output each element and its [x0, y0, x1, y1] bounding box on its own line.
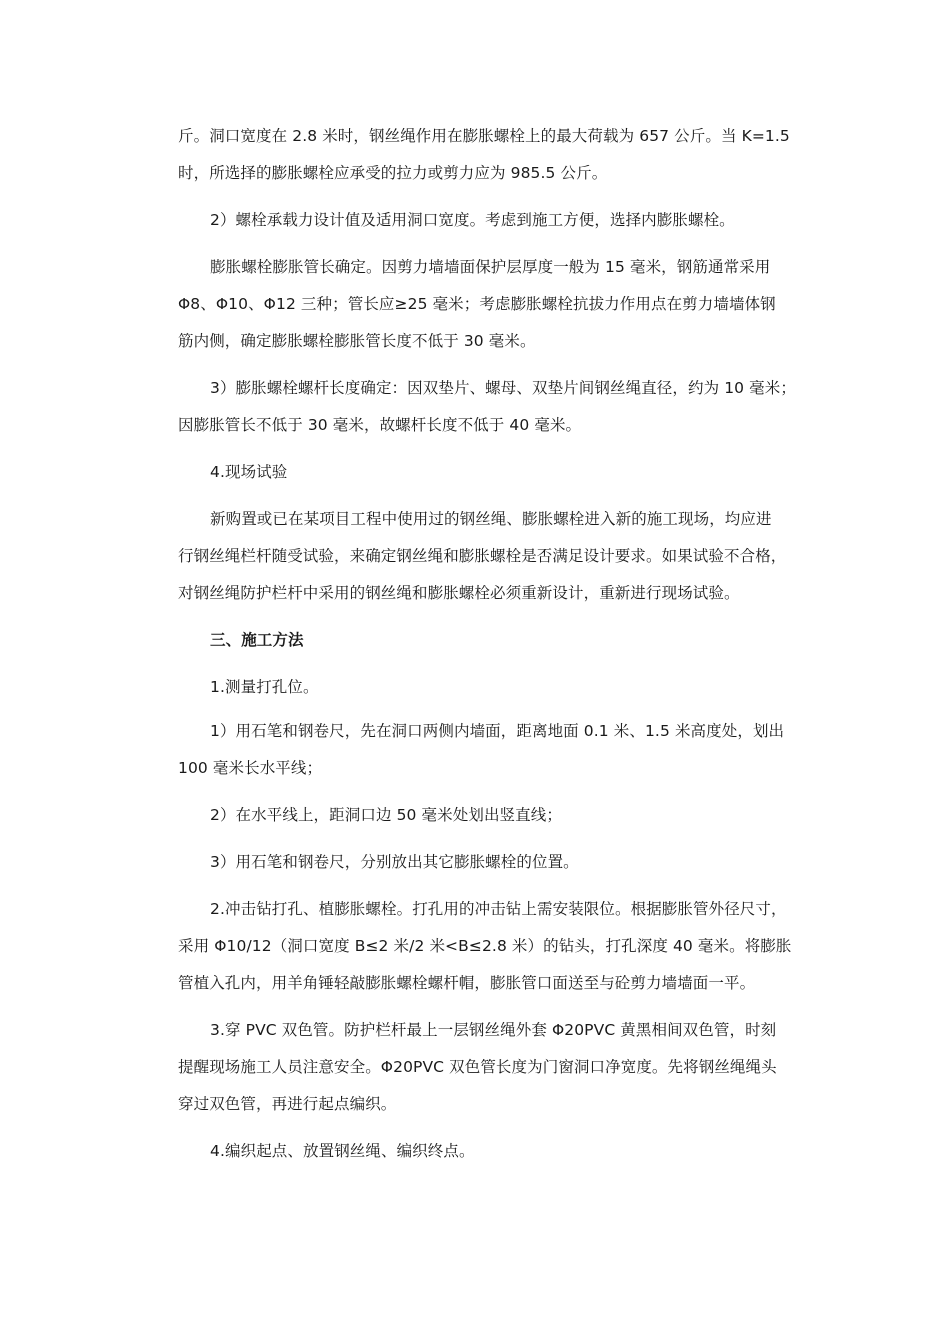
section-heading: 4.编织起点、放置钢丝绳、编织终点。 — [210, 1142, 475, 1160]
text-line: 2.冲击钻打孔、植膨胀螺栓。打孔用的冲击钻上需安装限位。根据膨胀管外径尺寸， — [210, 900, 787, 918]
text-line: 时，所选择的膨胀螺栓应承受的拉力或剪力应为 985.5 公斤。 — [178, 164, 608, 182]
text-line: 1）用石笔和钢卷尺，先在洞口两侧内墙面，距离地面 0.1 米、1.5 米高度处，划出 — [210, 722, 785, 740]
section-heading: 1.测量打孔位。 — [210, 678, 319, 696]
text-line: 采用 Φ10/12（洞口宽度 B≤2 米/2 米<B≤2.8 米）的钻头，打孔深度 40 毫米。将膨胀 — [178, 937, 792, 955]
text-line: 膨胀螺栓膨胀管长确定。因剪力墙墙面保护层厚度一般为 15 毫米，钢筋通常采用 — [210, 258, 771, 276]
text-line: 筋内侧，确定膨胀螺栓膨胀管长度不低于 30 毫米。 — [178, 332, 536, 350]
text-line: 因膨胀管长不低于 30 毫米，故螺杆长度不低于 40 毫米。 — [178, 416, 582, 434]
text-line: 提醒现场施工人员注意安全。Φ20PVC 双色管长度为门窗洞口净宽度。先将钢丝绳绳头 — [178, 1058, 777, 1076]
text-line: 行钢丝绳栏杆随受试验，来确定钢丝绳和膨胀螺栓是否满足设计要求。如果试验不合格， — [178, 547, 787, 565]
text-line: 100 毫米长水平线； — [178, 759, 323, 777]
chapter-heading: 三、施工方法 — [210, 631, 304, 649]
text-line: 3）用石笔和钢卷尺，分别放出其它膨胀螺栓的位置。 — [210, 853, 579, 871]
text-line: 3.穿 PVC 双色管。防护栏杆最上一层钢丝绳外套 Φ20PVC 黄黑相间双色管，时刻 — [210, 1021, 777, 1039]
text-line: 斤。洞口宽度在 2.8 米时，钢丝绳作用在膨胀螺栓上的最大荷载为 657 公斤。当 K=1.5 — [178, 127, 790, 145]
section-heading: 4.现场试验 — [210, 463, 288, 481]
text-line: 新购置或已在某项目工程中使用过的钢丝绳、膨胀螺栓进入新的施工现场，均应进 — [210, 510, 772, 528]
text-line: 3）膨胀螺栓螺杆长度确定：因双垫片、螺母、双垫片间钢丝绳直径，约为 10 毫米； — [210, 379, 796, 397]
text-line: 对钢丝绳防护栏杆中采用的钢丝绳和膨胀螺栓必须重新设计，重新进行现场试验。 — [178, 584, 740, 602]
text-line: 2）在水平线上，距洞口边 50 毫米处划出竖直线； — [210, 806, 562, 824]
text-line: 2）螺栓承载力设计值及适用洞口宽度。考虑到施工方便，选择内膨胀螺栓。 — [210, 211, 735, 229]
text-line: 管植入孔内，用羊角锤轻敲膨胀螺栓螺杆帽，膨胀管口面送至与砼剪力墙墙面一平。 — [178, 974, 756, 992]
text-line: 穿过双色管，再进行起点编织。 — [178, 1095, 397, 1113]
text-line: Φ8、Φ10、Φ12 三种；管长应≥25 毫米；考虑膨胀螺栓抗拔力作用点在剪力墙墙体钢 — [178, 295, 776, 313]
